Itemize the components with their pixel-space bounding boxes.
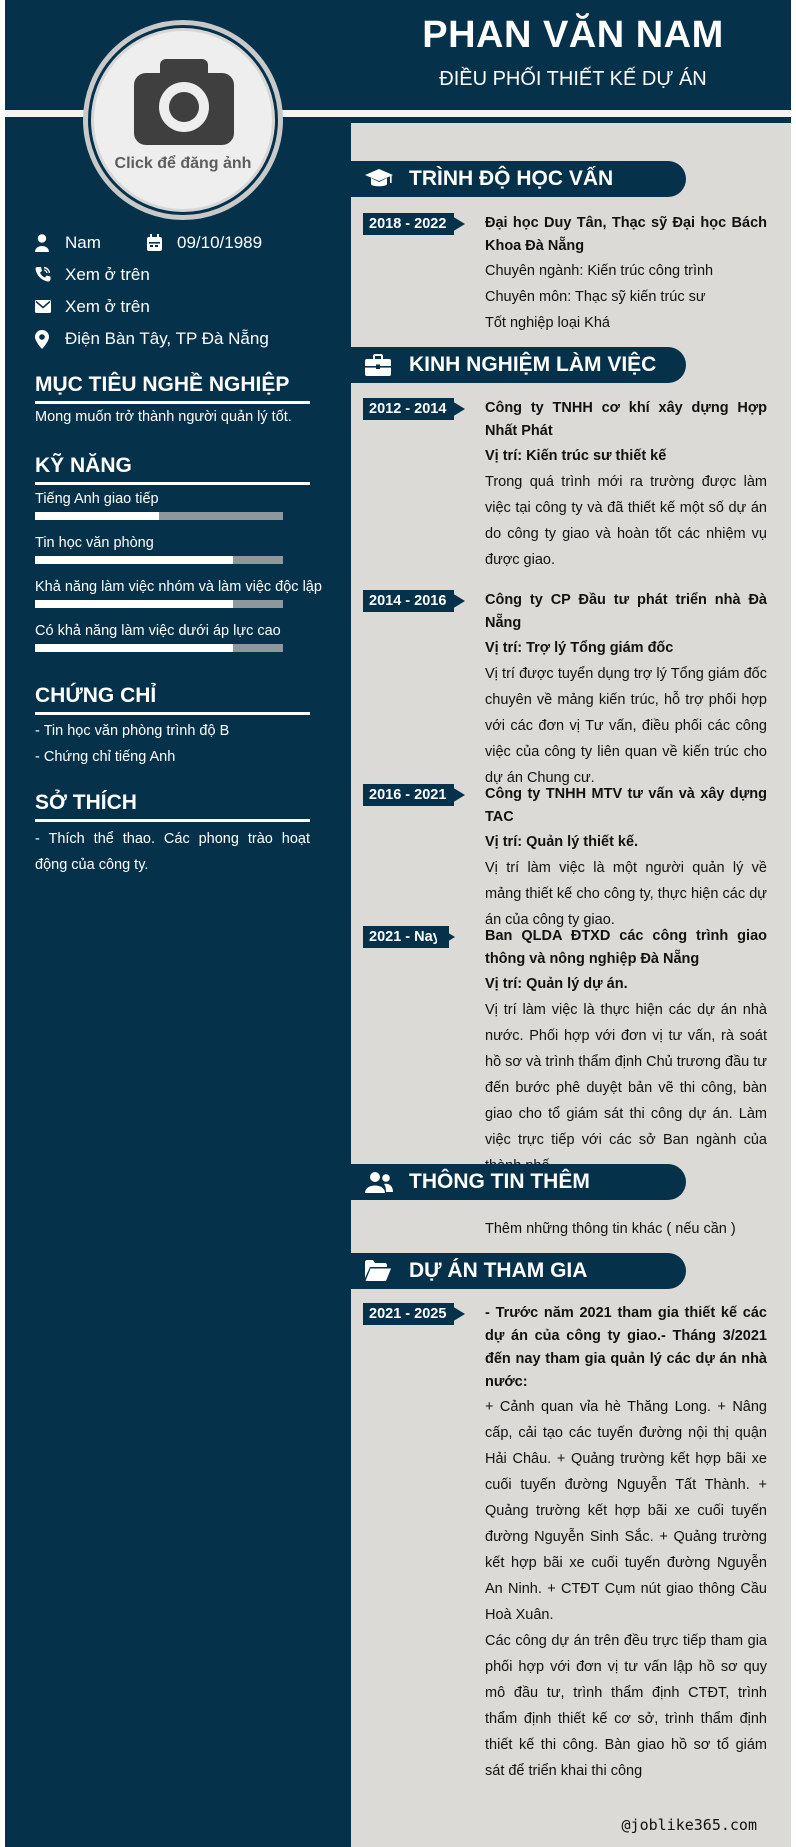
education-line: Chuyên môn: Thạc sỹ kiến trúc sư xyxy=(485,289,706,305)
company-name: Công ty CP Đầu tư phát triển nhà Đà Nẵng xyxy=(485,592,767,631)
period-arrow xyxy=(447,590,465,612)
certificate-item: - Chứng chỉ tiếng Anh xyxy=(35,749,176,765)
education-line: Tốt nghiệp loại Khá xyxy=(485,315,610,331)
phone-value: Xem ở trên xyxy=(65,265,150,284)
period-label: 2012 - 2014 xyxy=(363,398,454,420)
certificates-title: CHỨNG CHỈ xyxy=(35,684,310,715)
project-description: + Cảnh quan vỉa hè Thăng Long. + Nâng cấp, cải tạo các tuyến đường nội thị quận Hải Châu. + Quảng trường kết hợp bãi xe cuối tuyến đường Nguyễn Tất Thành. + Quảng trường kết hợp bãi xe cuối tuyến đường Nguyễn Sinh Sắc. + Quảng trường kết hợp bãi xe cuối tuyến đường Nguyễn An Ninh. + CTĐT Cụm nút giao thông Cầu Hoà Xuân. xyxy=(485,1399,767,1623)
cv-page xyxy=(5,0,791,1847)
additional-text: Thêm những thông tin khác ( nếu cần ) xyxy=(485,1221,736,1237)
experience-header xyxy=(351,347,686,383)
education-title: TRÌNH ĐỘ HỌC VẤN xyxy=(409,167,614,190)
period-label: 2014 - 2016 xyxy=(363,590,454,612)
skill-bar xyxy=(35,556,283,564)
folder-open-icon xyxy=(365,1260,391,1281)
calendar-icon xyxy=(147,234,162,251)
period-label: 2016 - 2021 xyxy=(363,784,454,806)
users-icon xyxy=(365,1171,393,1193)
job-role: Vị trí: Quản lý dự án. xyxy=(485,976,628,992)
period-arrow xyxy=(447,398,465,420)
hobbies-text: - Thích thể thao. Các phong trào hoạt động của công ty. xyxy=(35,831,310,873)
avatar-upload-label: Click để đăng ảnh xyxy=(114,155,252,172)
project-description: Các công dự án trên đều trực tiếp tham gia phối hợp với đơn vị tư vấn lập hồ sơ quy mô đầu tư, trình thẩm định CTĐT, trình thẩm định thiết kế cơ sở, trình thẩm định thiết kế thi công. Bàn giao hồ sơ tổ giám sát để triển khai thi công xyxy=(485,1633,767,1779)
education-entry xyxy=(485,212,767,336)
project-entry xyxy=(485,1302,767,1784)
skills-title: KỸ NĂNG xyxy=(35,454,310,485)
job-role: Vị trí: Kiến trúc sư thiết kế xyxy=(485,448,667,464)
address-value: Điện Bàn Tây, TP Đà Nẵng xyxy=(65,329,269,348)
school-name: Đại học Duy Tân, Thạc sỹ Đại học Bách Khoa Đà Nẵng xyxy=(485,215,767,254)
period-label: 2018 - 2022 xyxy=(363,213,454,235)
experience-entry xyxy=(485,397,767,573)
company-name: Công ty TNHH MTV tư vấn và xây dựng TAC xyxy=(485,786,767,825)
person-icon xyxy=(35,234,49,252)
experience-entry xyxy=(485,589,767,791)
skill-bar xyxy=(35,600,283,608)
period-arrow xyxy=(437,926,455,948)
projects-header xyxy=(351,1253,686,1289)
location-pin-icon xyxy=(35,330,49,349)
period-label: 2021 - Nay xyxy=(363,926,449,948)
camera-icon xyxy=(134,59,234,145)
job-role: Vị trí: Trợ lý Tổng giám đốc xyxy=(485,640,674,656)
phone-icon xyxy=(35,266,51,282)
projects-title: DỰ ÁN THAM GIA xyxy=(409,1259,588,1282)
additional-header xyxy=(351,1164,686,1200)
period-arrow xyxy=(447,784,465,806)
experience-title: KINH NGHIỆM LÀM VIỆC xyxy=(409,353,657,376)
certificate-item: - Tin học văn phòng trình độ B xyxy=(35,723,230,739)
company-name: Công ty TNHH cơ khí xây dựng Hợp Nhất Phát xyxy=(485,400,767,439)
candidate-name: PHAN VĂN NAM xyxy=(422,14,724,56)
job-description: Vị trí được tuyển dụng trợ lý Tổng giám đốc chuyên về mảng kiến trúc, hỗ trợ phối hợp với các đơn vị Tư vấn, điều phối các công việc của công ty liên quan về kiến trúc cho dự án Chung cư. xyxy=(485,666,767,786)
job-role: Vị trí: Quản lý thiết kế. xyxy=(485,834,639,850)
envelope-icon xyxy=(35,300,51,314)
additional-title: THÔNG TIN THÊM xyxy=(409,1170,590,1193)
skill-name: Tiếng Anh giao tiếp xyxy=(35,491,159,507)
avatar-upload[interactable] xyxy=(91,28,275,212)
objective-text: Mong muốn trở thành người quản lý tốt. xyxy=(35,409,292,425)
skill-level-fill xyxy=(35,556,233,564)
period-arrow xyxy=(447,213,465,235)
objective-title: MỤC TIÊU NGHỀ NGHIỆP xyxy=(35,373,310,404)
education-header xyxy=(351,161,686,197)
skill-name: Có khả năng làm việc dưới áp lực cao xyxy=(35,623,281,639)
job-description: Vị trí làm việc là thực hiện các dự án nhà nước. Phối hợp với đơn vị tư vấn, rà soát hồ sơ và trình thẩm định Chủ trương đầu tư đến bước phê duyệt bản vẽ thi công, bàn giao cho tổ giám sát thi công dự án. Làm việc trực tiếp với các sở Ban ngành của xyxy=(485,1002,767,1148)
education-line: Chuyên ngành: Kiến trúc công trình xyxy=(485,263,714,279)
graduation-cap-icon xyxy=(365,168,393,190)
skill-name: Tin học văn phòng xyxy=(35,535,154,551)
experience-entry xyxy=(485,783,767,933)
watermark: @joblike365.com xyxy=(621,1816,757,1834)
company-name: Ban QLDA ĐTXD các công trình giao thông và nông nghiệp Đà Nẵng xyxy=(485,928,767,967)
skill-name: Khả năng làm việc nhóm và làm việc độc lập xyxy=(35,579,322,595)
skill-level-fill xyxy=(35,512,159,520)
skill-bar xyxy=(35,512,283,520)
job-title: ĐIỀU PHỐI THIẾT KẾ DỰ ÁN xyxy=(439,68,707,90)
experience-entry xyxy=(485,925,767,1179)
email-value: Xem ở trên xyxy=(65,297,150,316)
skill-level-fill xyxy=(35,600,233,608)
job-description: Vị trí làm việc là một người quản lý về mảng thiết kế cho công ty, thực hiện các dự án của công ty giao. xyxy=(485,860,767,928)
period-arrow xyxy=(447,1303,465,1325)
birthday-value: 09/10/1989 xyxy=(177,233,263,252)
skill-bar xyxy=(35,644,283,652)
briefcase-icon xyxy=(365,354,391,376)
period-label: 2021 - 2025 xyxy=(363,1303,454,1325)
hobbies-title: SỞ THÍCH xyxy=(35,791,310,822)
job-description: Trong quá trình mới ra trường được làm việc tại công ty và đã thiết kế một số dự án do công ty giao và hoàn tốt các nhiệm vụ được giao. xyxy=(485,474,767,568)
gender-value: Nam xyxy=(65,233,101,252)
project-headline: - Trước năm 2021 tham gia thiết kế các dự án của công ty giao.- Tháng 3/2021 đến nay tham gia quản lý các dự án nhà nước: xyxy=(485,1305,767,1390)
skill-level-fill xyxy=(35,644,233,652)
